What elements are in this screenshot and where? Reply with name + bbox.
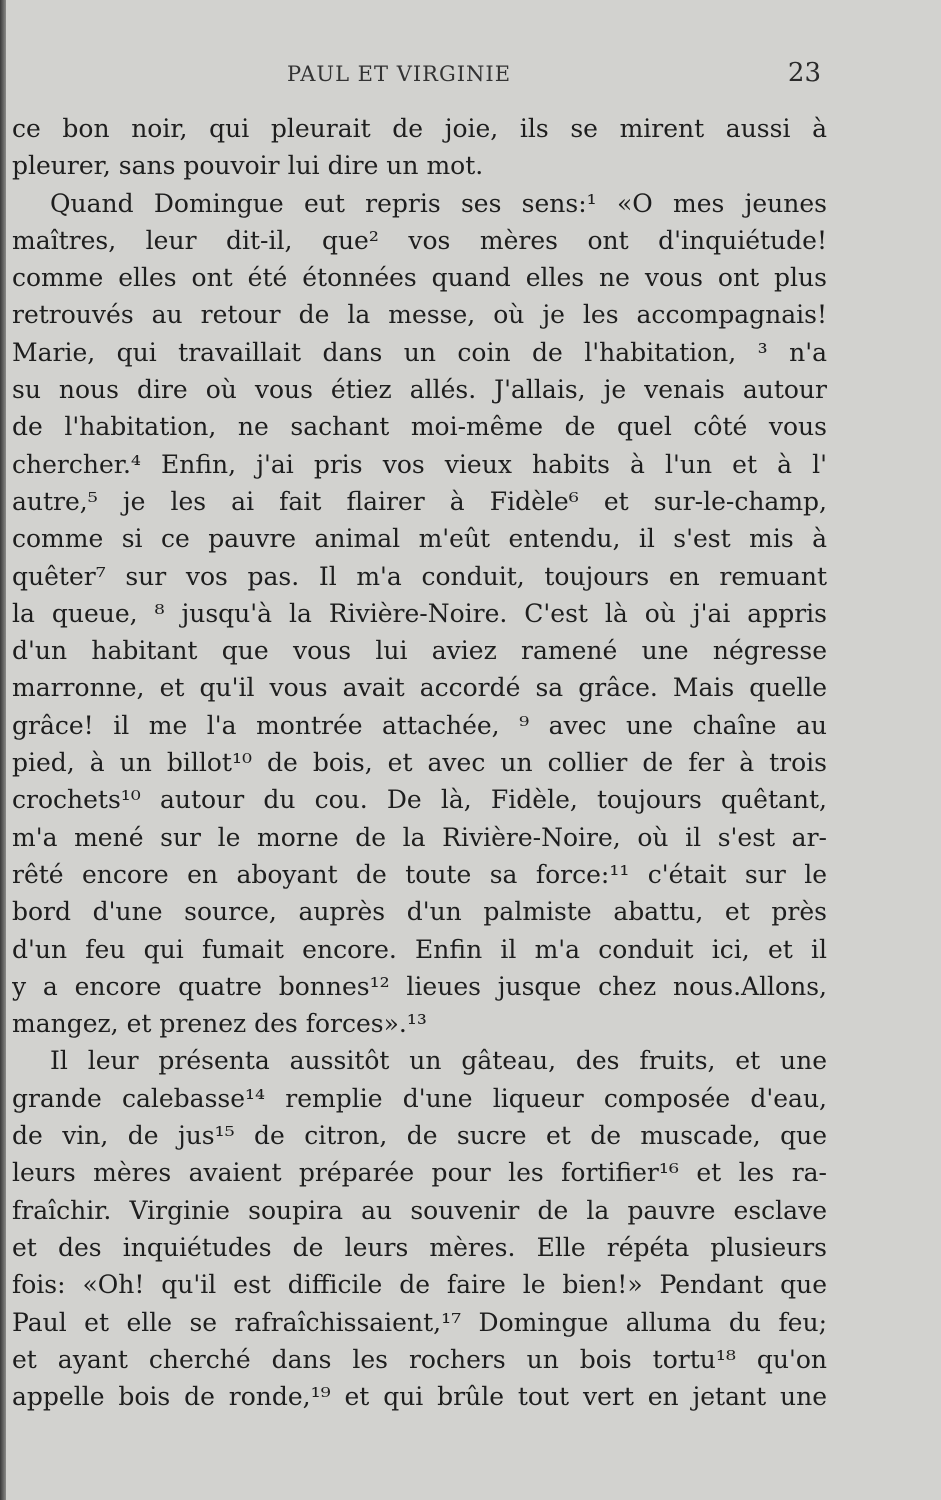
text-line: appelle bois de ronde,¹⁹ et qui brûle tout vert en jetant une xyxy=(12,1382,827,1412)
text-line: fois: «Oh! qu'il est difficile de faire le bien!» Pendant que xyxy=(12,1270,827,1300)
text-line: mangez, et prenez des forces».¹³ xyxy=(12,1009,427,1039)
text-line: grâce! il me l'a montrée attachée, ⁹ avec une chaîne au xyxy=(12,710,827,740)
text-line: Quand Domingue eut repris ses sens:¹ «O mes jeunes xyxy=(50,188,827,218)
text-line: marronne, et qu'il vous avait accordé sa grâce. Mais quelle xyxy=(12,673,827,703)
text-line: quêter⁷ sur vos pas. Il m'a conduit, toujours en remuant xyxy=(12,561,827,591)
page-header xyxy=(0,58,941,94)
text-line: su nous dire où vous étiez allés. J'allais, je venais autour xyxy=(12,375,827,405)
text-line: chercher.⁴ Enfin, j'ai pris vos vieux habits à l'un et à l' xyxy=(12,449,827,479)
text-line: Paul et elle se rafraîchissaient,¹⁷ Domingue alluma du feu; xyxy=(12,1307,827,1337)
text-line: Marie, qui travaillait dans un coin de l'habitation, ³ n'a xyxy=(12,337,827,367)
text-line: Il leur présenta aussitôt un gâteau, des fruits, et une xyxy=(50,1046,827,1076)
text-line: m'a mené sur le morne de la Rivière-Noire, où il s'est ar- xyxy=(12,822,827,852)
text-line: rêté encore en aboyant de toute sa force:¹¹ c'était sur le xyxy=(12,859,827,889)
text-line: de l'habitation, ne sachant moi-même de quel côté vous xyxy=(12,412,827,442)
text-line: leurs mères avaient préparée pour les fortifier¹⁶ et les ra- xyxy=(12,1158,827,1188)
text-line: pleurer, sans pouvoir lui dire un mot. xyxy=(12,151,484,181)
text-line: de vin, de jus¹⁵ de citron, de sucre et de muscade, que xyxy=(12,1121,827,1151)
text-line: et des inquiétudes de leurs mères. Elle répéta plusieurs xyxy=(12,1232,827,1262)
text-line: et ayant cherché dans les rochers un bois tortu¹⁸ qu'on xyxy=(12,1344,827,1374)
text-line: autre,⁵ je les ai fait flairer à Fidèle⁶ et sur-le-champ, xyxy=(12,486,827,516)
running-title: PAUL ET VIRGINIE xyxy=(287,62,512,86)
text-line: retrouvés au retour de la messe, où je les accompagnais! xyxy=(12,300,827,330)
page-number: 23 xyxy=(787,58,821,88)
text-line: d'un habitant que vous lui aviez ramené une négresse xyxy=(12,636,827,666)
text-line: crochets¹⁰ autour du cou. De là, Fidèle, toujours quêtant, xyxy=(12,785,827,815)
text-line: pied, à un billot¹⁰ de bois, et avec un collier de fer à trois xyxy=(12,748,827,778)
page-binding-edge xyxy=(0,0,6,1500)
text-line: grande calebasse¹⁴ remplie d'une liqueur composée d'eau, xyxy=(12,1083,827,1113)
text-line: ce bon noir, qui pleurait de joie, ils se mirent aussi à xyxy=(12,114,827,143)
text-line: fraîchir. Virginie soupira au souvenir de la pauvre esclave xyxy=(12,1195,827,1225)
text-line: maîtres, leur dit-il, que² vos mères ont d'inquiétude! xyxy=(12,225,827,255)
text-line: d'un feu qui fumait encore. Enfin il m'a conduit ici, et il xyxy=(12,934,827,964)
text-line: y a encore quatre bonnes¹² lieues jusque chez nous.Allons, xyxy=(12,971,827,1001)
text-line: la queue, ⁸ jusqu'à la Rivière-Noire. C'est là où j'ai appris xyxy=(12,598,827,628)
text-line: bord d'une source, auprès d'un palmiste abattu, et près xyxy=(12,897,827,927)
text-line: comme elles ont été étonnées quand elles ne vous ont plus xyxy=(12,263,827,293)
text-line: comme si ce pauvre animal m'eût entendu, il s'est mis à xyxy=(12,524,827,554)
body-text xyxy=(12,110,827,1415)
